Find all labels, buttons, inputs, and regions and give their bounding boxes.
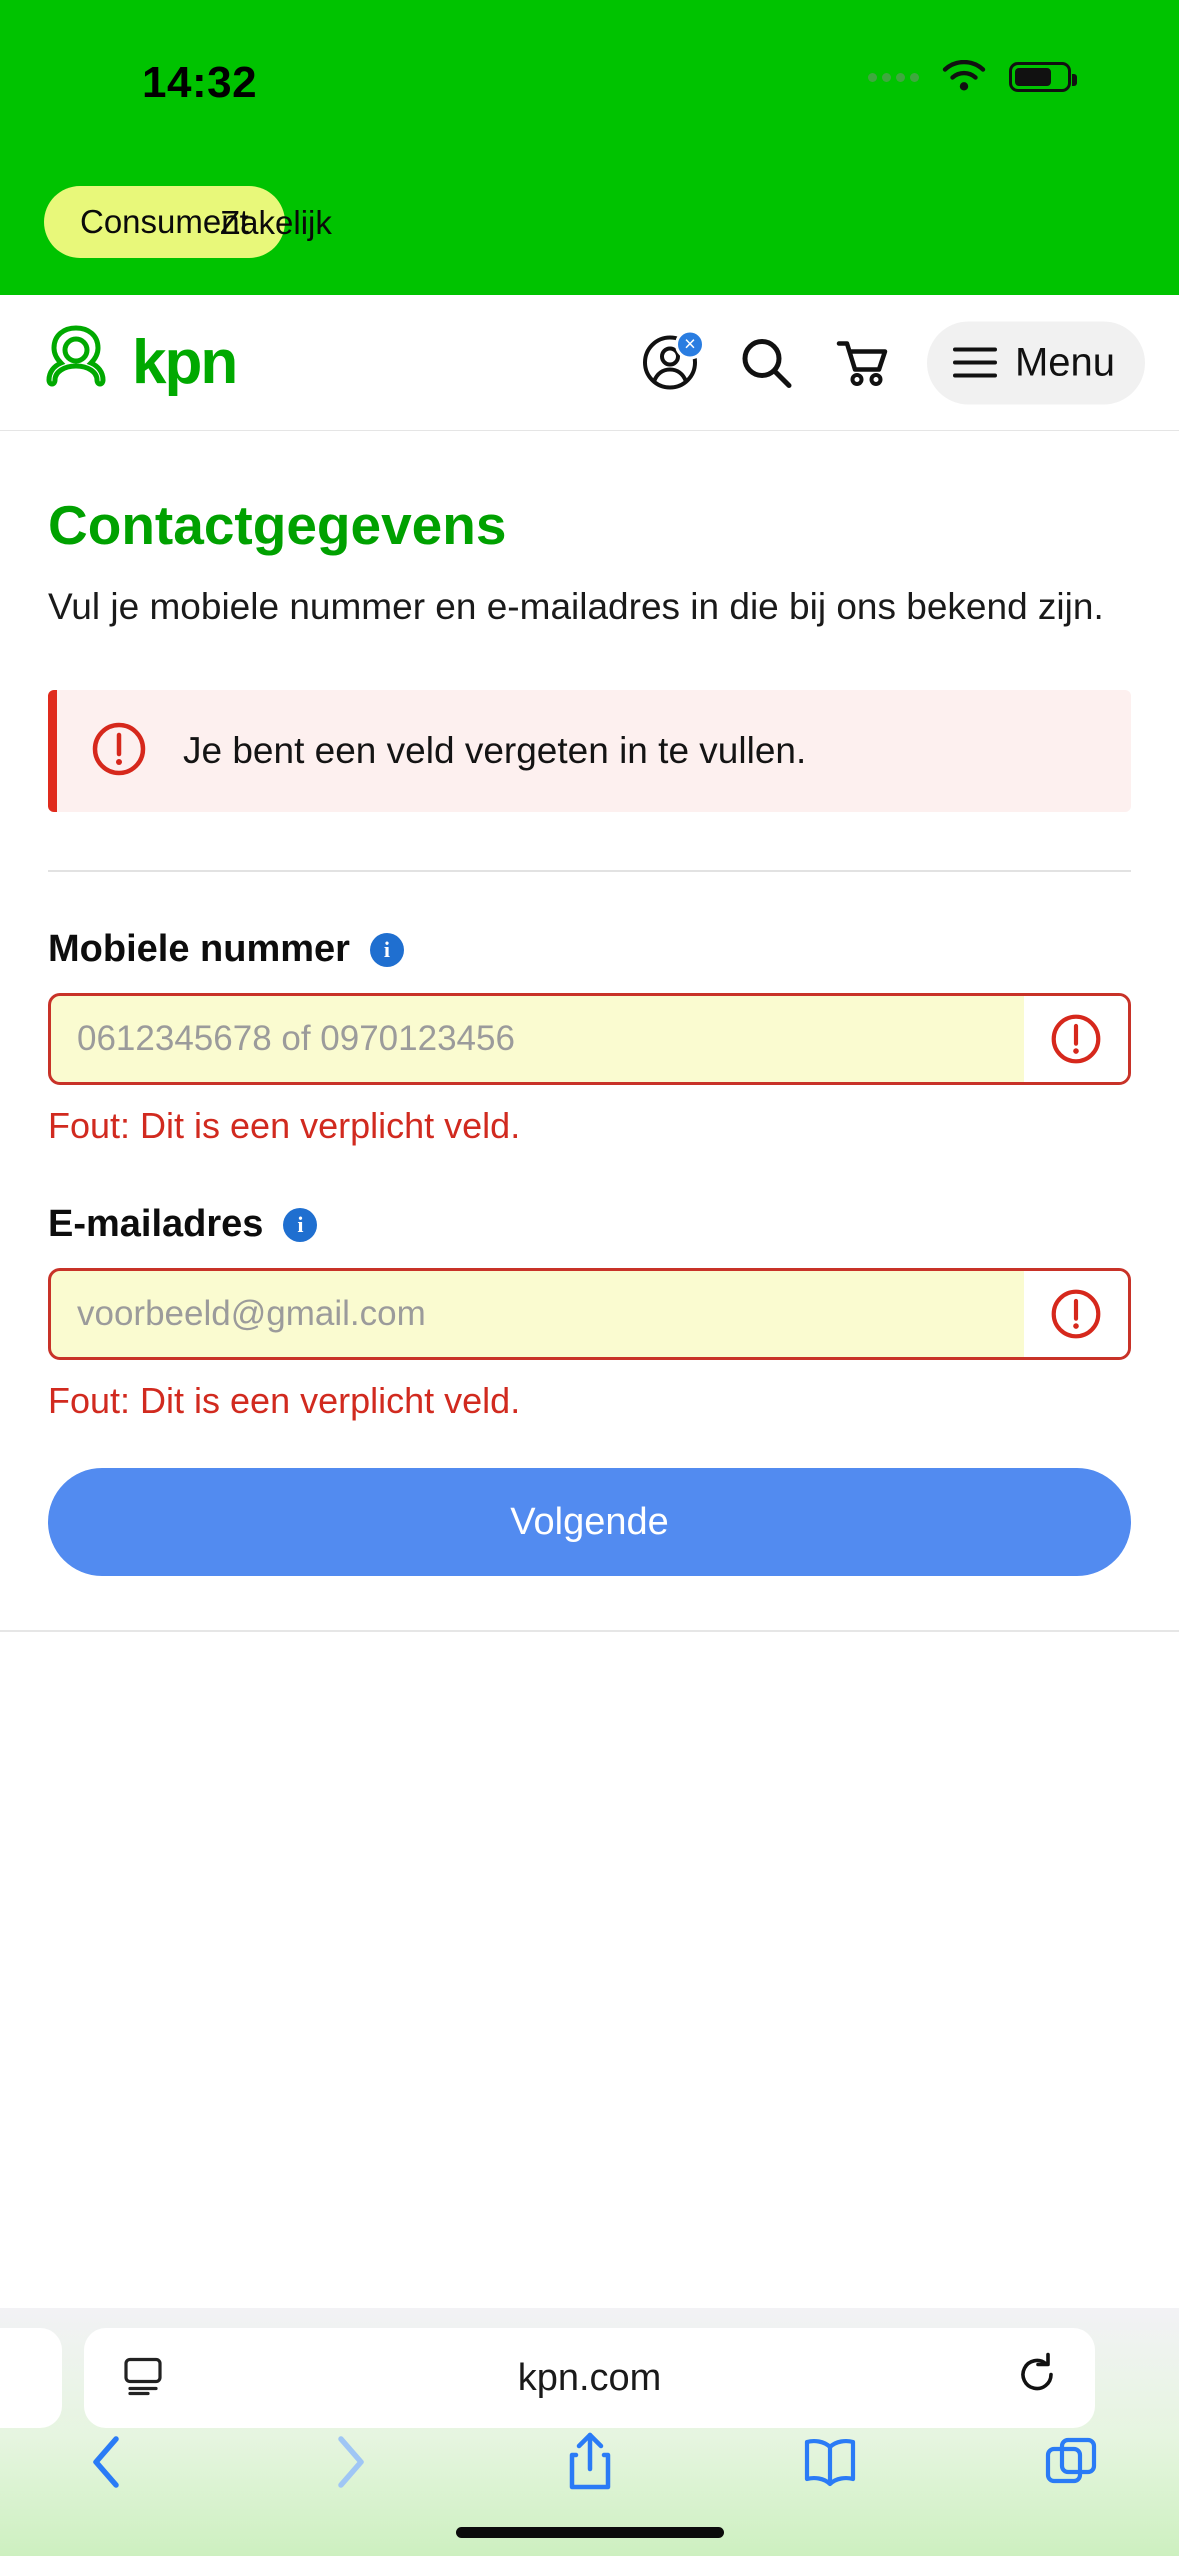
tab-zakelijk[interactable]: Zakelijk bbox=[220, 204, 332, 241]
menu-label: Menu bbox=[1014, 340, 1115, 384]
email-error-icon bbox=[1024, 1271, 1128, 1357]
phone-error-text: Fout: Dit is een verplicht veld. bbox=[48, 1105, 521, 1147]
page-title: Contactgegevens bbox=[48, 494, 507, 556]
browser-nav-row bbox=[0, 2426, 1179, 2498]
cart-icon[interactable] bbox=[831, 332, 893, 394]
hamburger-icon bbox=[953, 348, 997, 378]
search-icon[interactable] bbox=[735, 332, 797, 394]
bookmarks-icon[interactable] bbox=[794, 2426, 866, 2498]
field-label-row-phone bbox=[48, 928, 1131, 971]
info-icon[interactable]: i bbox=[283, 1208, 317, 1242]
content-bottom-rule bbox=[0, 1630, 1179, 1632]
address-bar[interactable] bbox=[84, 2328, 1095, 2428]
back-icon[interactable] bbox=[72, 2426, 144, 2498]
home-indicator bbox=[456, 2527, 724, 2538]
phone-input[interactable] bbox=[51, 996, 1024, 1082]
reload-icon[interactable] bbox=[1015, 2353, 1059, 2404]
phone-input-wrapper[interactable] bbox=[48, 993, 1131, 1085]
forward-icon bbox=[313, 2426, 385, 2498]
email-input-wrapper[interactable] bbox=[48, 1268, 1131, 1360]
tab-strip bbox=[0, 2328, 1179, 2428]
adjacent-tab-peek[interactable] bbox=[0, 2328, 62, 2428]
account-badge: × bbox=[675, 330, 705, 360]
field-label-phone: Mobiele nummer bbox=[48, 928, 350, 971]
field-label-row-email bbox=[48, 1203, 1131, 1246]
page-subtitle: Vul je mobiele nummer en e-mailadres in die bij ons bekend zijn. bbox=[48, 586, 1104, 627]
status-time: 14:32 bbox=[142, 58, 258, 107]
tabs-icon[interactable] bbox=[1035, 2426, 1107, 2498]
section-divider bbox=[48, 870, 1131, 872]
content-bottom-gap bbox=[48, 1576, 1131, 1630]
signal-dots-icon bbox=[868, 73, 919, 82]
form-error-text: Je bent een veld vergeten in te vullen. bbox=[183, 730, 807, 772]
email-input[interactable] bbox=[51, 1271, 1024, 1357]
browser-toolbar bbox=[0, 2308, 1179, 2556]
status-indicators bbox=[868, 60, 1071, 94]
header-divider bbox=[0, 430, 1179, 431]
menu-button[interactable] bbox=[927, 321, 1145, 404]
kpn-emblem-icon bbox=[34, 320, 118, 405]
site-header bbox=[0, 295, 1179, 430]
email-error-text: Fout: Dit is een verplicht veld. bbox=[48, 1380, 521, 1422]
status-bar bbox=[0, 0, 1179, 168]
main-content bbox=[0, 493, 1179, 1630]
share-icon[interactable] bbox=[554, 2426, 626, 2498]
header-actions bbox=[639, 321, 1145, 404]
url-text: kpn.com bbox=[517, 2356, 662, 2399]
audience-tabs bbox=[0, 168, 1179, 295]
account-icon[interactable] bbox=[639, 332, 701, 394]
kpn-logo-text: kpn bbox=[132, 327, 237, 397]
kpn-logo[interactable] bbox=[34, 320, 236, 405]
page-settings-icon[interactable] bbox=[120, 2356, 166, 2401]
battery-icon bbox=[1009, 62, 1071, 92]
phone-error-icon bbox=[1024, 996, 1128, 1082]
form-error-banner bbox=[48, 690, 1131, 812]
error-circle-icon bbox=[91, 721, 147, 782]
tab-consument[interactable]: Consument bbox=[44, 186, 285, 258]
info-icon[interactable]: i bbox=[370, 933, 404, 967]
field-label-email: E-mailadres bbox=[48, 1203, 264, 1246]
wifi-icon bbox=[941, 60, 987, 94]
next-button[interactable]: Volgende bbox=[48, 1468, 1131, 1576]
